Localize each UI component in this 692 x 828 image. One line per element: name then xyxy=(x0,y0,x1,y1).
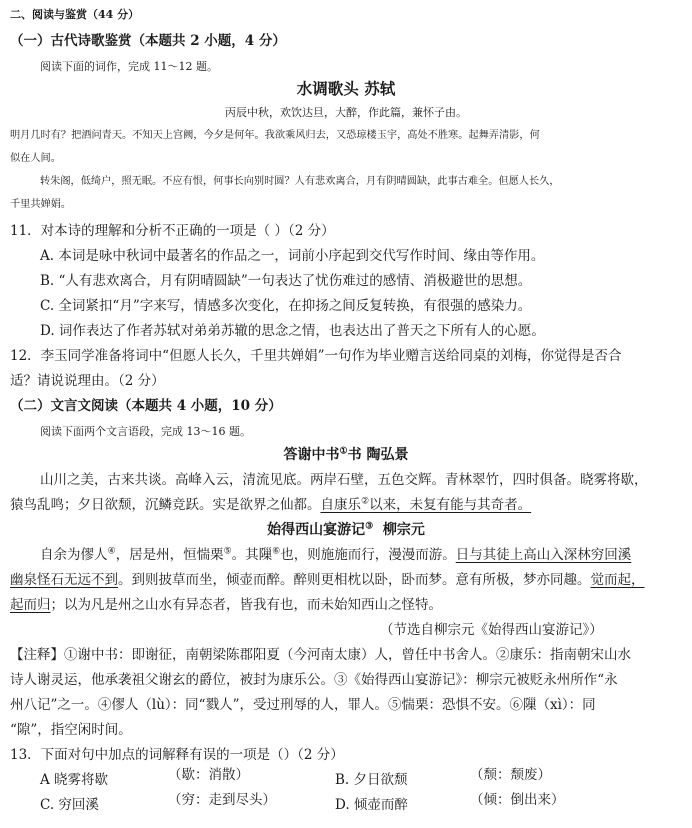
footnote-marker: ④ xyxy=(107,546,116,557)
poem-line: 千里共婵娟。 xyxy=(10,199,72,210)
question-13-gloss-d: （倾：倒出来） xyxy=(470,792,565,808)
question-12-line: 适？请说说理由。（2 分） xyxy=(10,373,165,389)
question-13-stem: 13．下面对句中加点的词解释有误的一项是（）（2 分） xyxy=(10,747,344,763)
poem-preface: 丙辰中秋，欢饮达旦，大醉，作此篇，兼怀子由。 xyxy=(225,106,467,119)
footnote-marker: ③ xyxy=(365,521,374,532)
question-13-gloss-b: （颓：颓废） xyxy=(470,767,551,783)
notes-line: 【注释】①谢中书：即谢征，南朝梁陈郡阳夏（今河南太康）人，曾任中书舍人。②康乐：指南朝宋山水 xyxy=(10,647,631,663)
question-11-option-d: D. 词作表达了作者苏轼对弟弟苏辙的思念之情，也表达出了普天之下所有人的心愿。 xyxy=(40,323,545,339)
part2-instruction: 阅读下面两个文言语段，完成 13～16 题。 xyxy=(40,425,251,438)
text2-line: 自余为僇人④，居是州，恒惴栗⑤。其隟⑥也，则施施而行，漫漫而游。日与其徒上高山入深林穷回溪 xyxy=(40,546,632,563)
question-11-option-a: A. 本词是咏中秋词中最著名的作品之一，词前小序起到交代写作时间、缘由等作用。 xyxy=(40,248,545,264)
question-13-gloss-a: （歇：消散） xyxy=(168,767,249,783)
text2-underlined-sentence: 起而归 xyxy=(10,597,51,613)
text1-line: 山川之美，古来共谈。高峰入云，清流见底。两岸石壁，五色交辉。青林翠竹，四时俱备。晓雾将歇， xyxy=(40,472,648,488)
text1-title-author: 书 陶弘景 xyxy=(347,447,409,463)
notes-line: 州八记”之一。④僇人（lù）：同“戮人”，受过刑辱的人，罪人。⑤惴栗：恐惧不安。⑥隟（xì）：同 xyxy=(10,697,596,713)
text1-line xyxy=(10,497,531,513)
question-12-line: 12．李玉同学准备将词中“但愿人长久，千里共婵娟”一句作为毕业赠言送给同桌的刘梅，你觉得是否合 xyxy=(10,348,622,364)
footnote-marker: ⑤ xyxy=(223,546,232,557)
question-11-option-c: C. 全词紧扣“月”字来写，情感多次变化，在抑扬之间反复转换，有很强的感染力。 xyxy=(40,298,532,314)
question-13-option-c: C. 穷回溪 xyxy=(40,797,99,813)
text2-underlined-sentence: 日与其徒上高山入深林穷回溪 xyxy=(455,547,632,563)
question-11-option-b: B. “人有悲欢离合，月有阴晴圆缺”一句表达了忧伤难过的感情、消极避世的思想。 xyxy=(40,273,532,289)
poem-line: 转朱阁，低绮户，照无眠。不应有恨，何事长向别时圆？人有悲欢离合，月有阴晴圆缺，此事古难全。但愿人长久， xyxy=(40,176,560,187)
question-13-option-b: B. 夕日欲颓 xyxy=(335,772,408,788)
text1-title-main: 答谢中书 xyxy=(283,447,340,463)
question-13-gloss-c: （穷：走到尽头） xyxy=(168,792,276,808)
footnote-marker: ① xyxy=(339,446,348,457)
poem-line: 明月几时有？把酒问青天。不知天上宫阙，今夕是何年。我欲乘风归去，又恐琼楼玉宇，高处不胜寒。起舞弄清影，何 xyxy=(10,130,540,141)
text2-underlined-sentence: 觉而起， xyxy=(590,572,645,588)
footnote-marker: ⑥ xyxy=(272,546,281,557)
poem-title: 水调歌头 苏轼 xyxy=(296,79,396,98)
text2-underlined-sentence: 幽泉怪石无远不到 xyxy=(10,572,118,588)
text1-title xyxy=(0,447,692,464)
text2-title-author: 柳宗元 xyxy=(382,522,425,538)
poem-line: 似在人间。 xyxy=(10,153,61,164)
part1-heading: （一）古代诗歌鉴赏（本题共 2 小题，4 分） xyxy=(10,33,286,49)
part1-instruction: 阅读下面的词作，完成 11～12 题。 xyxy=(40,60,218,73)
text2-title-main: 始得西山宴游记 xyxy=(267,522,366,538)
notes-line: 诗人谢灵运，他承袭祖父谢玄的爵位，被封为康乐公。③《始得西山宴游记》：柳宗元被贬永州所作“永 xyxy=(10,672,618,688)
text2-title xyxy=(0,522,692,539)
question-13-option-d: D. 倾壶而醉 xyxy=(335,797,408,813)
text2-line: 起而归；以为凡是州之山水有异态者，皆我有也，而未始知西山之怪特。 xyxy=(10,597,442,613)
section-heading: 二、阅读与鉴赏（44 分） xyxy=(10,8,140,21)
text2-line: 幽泉怪石无远不到。到则披草而坐，倾壶而醉。醉则更相枕以卧，卧而梦。意有所极，梦亦同趣。觉而起， xyxy=(10,572,645,588)
text1-line-plain: 猿鸟乱鸣；夕日欲颓，沉鳞竞跃。实是欲界之仙都。 xyxy=(10,497,321,513)
question-13-option-a: A 晓雾将歇 xyxy=(40,772,109,788)
text2-source: （节选自柳宗元《始得西山宴游记》） xyxy=(380,622,603,638)
question-11-stem: 11．对本诗的理解和分析不正确的一项是（ ）（2 分） xyxy=(10,223,335,239)
notes-line: “隙”，指空闲时间。 xyxy=(10,722,132,738)
part2-heading: （二）文言文阅读（本题共 4 小题，10 分） xyxy=(10,398,282,414)
text1-underlined-sentence: 自康乐②以来，未复有能与其奇者。 xyxy=(320,496,532,513)
footnote-marker: ② xyxy=(361,496,370,507)
